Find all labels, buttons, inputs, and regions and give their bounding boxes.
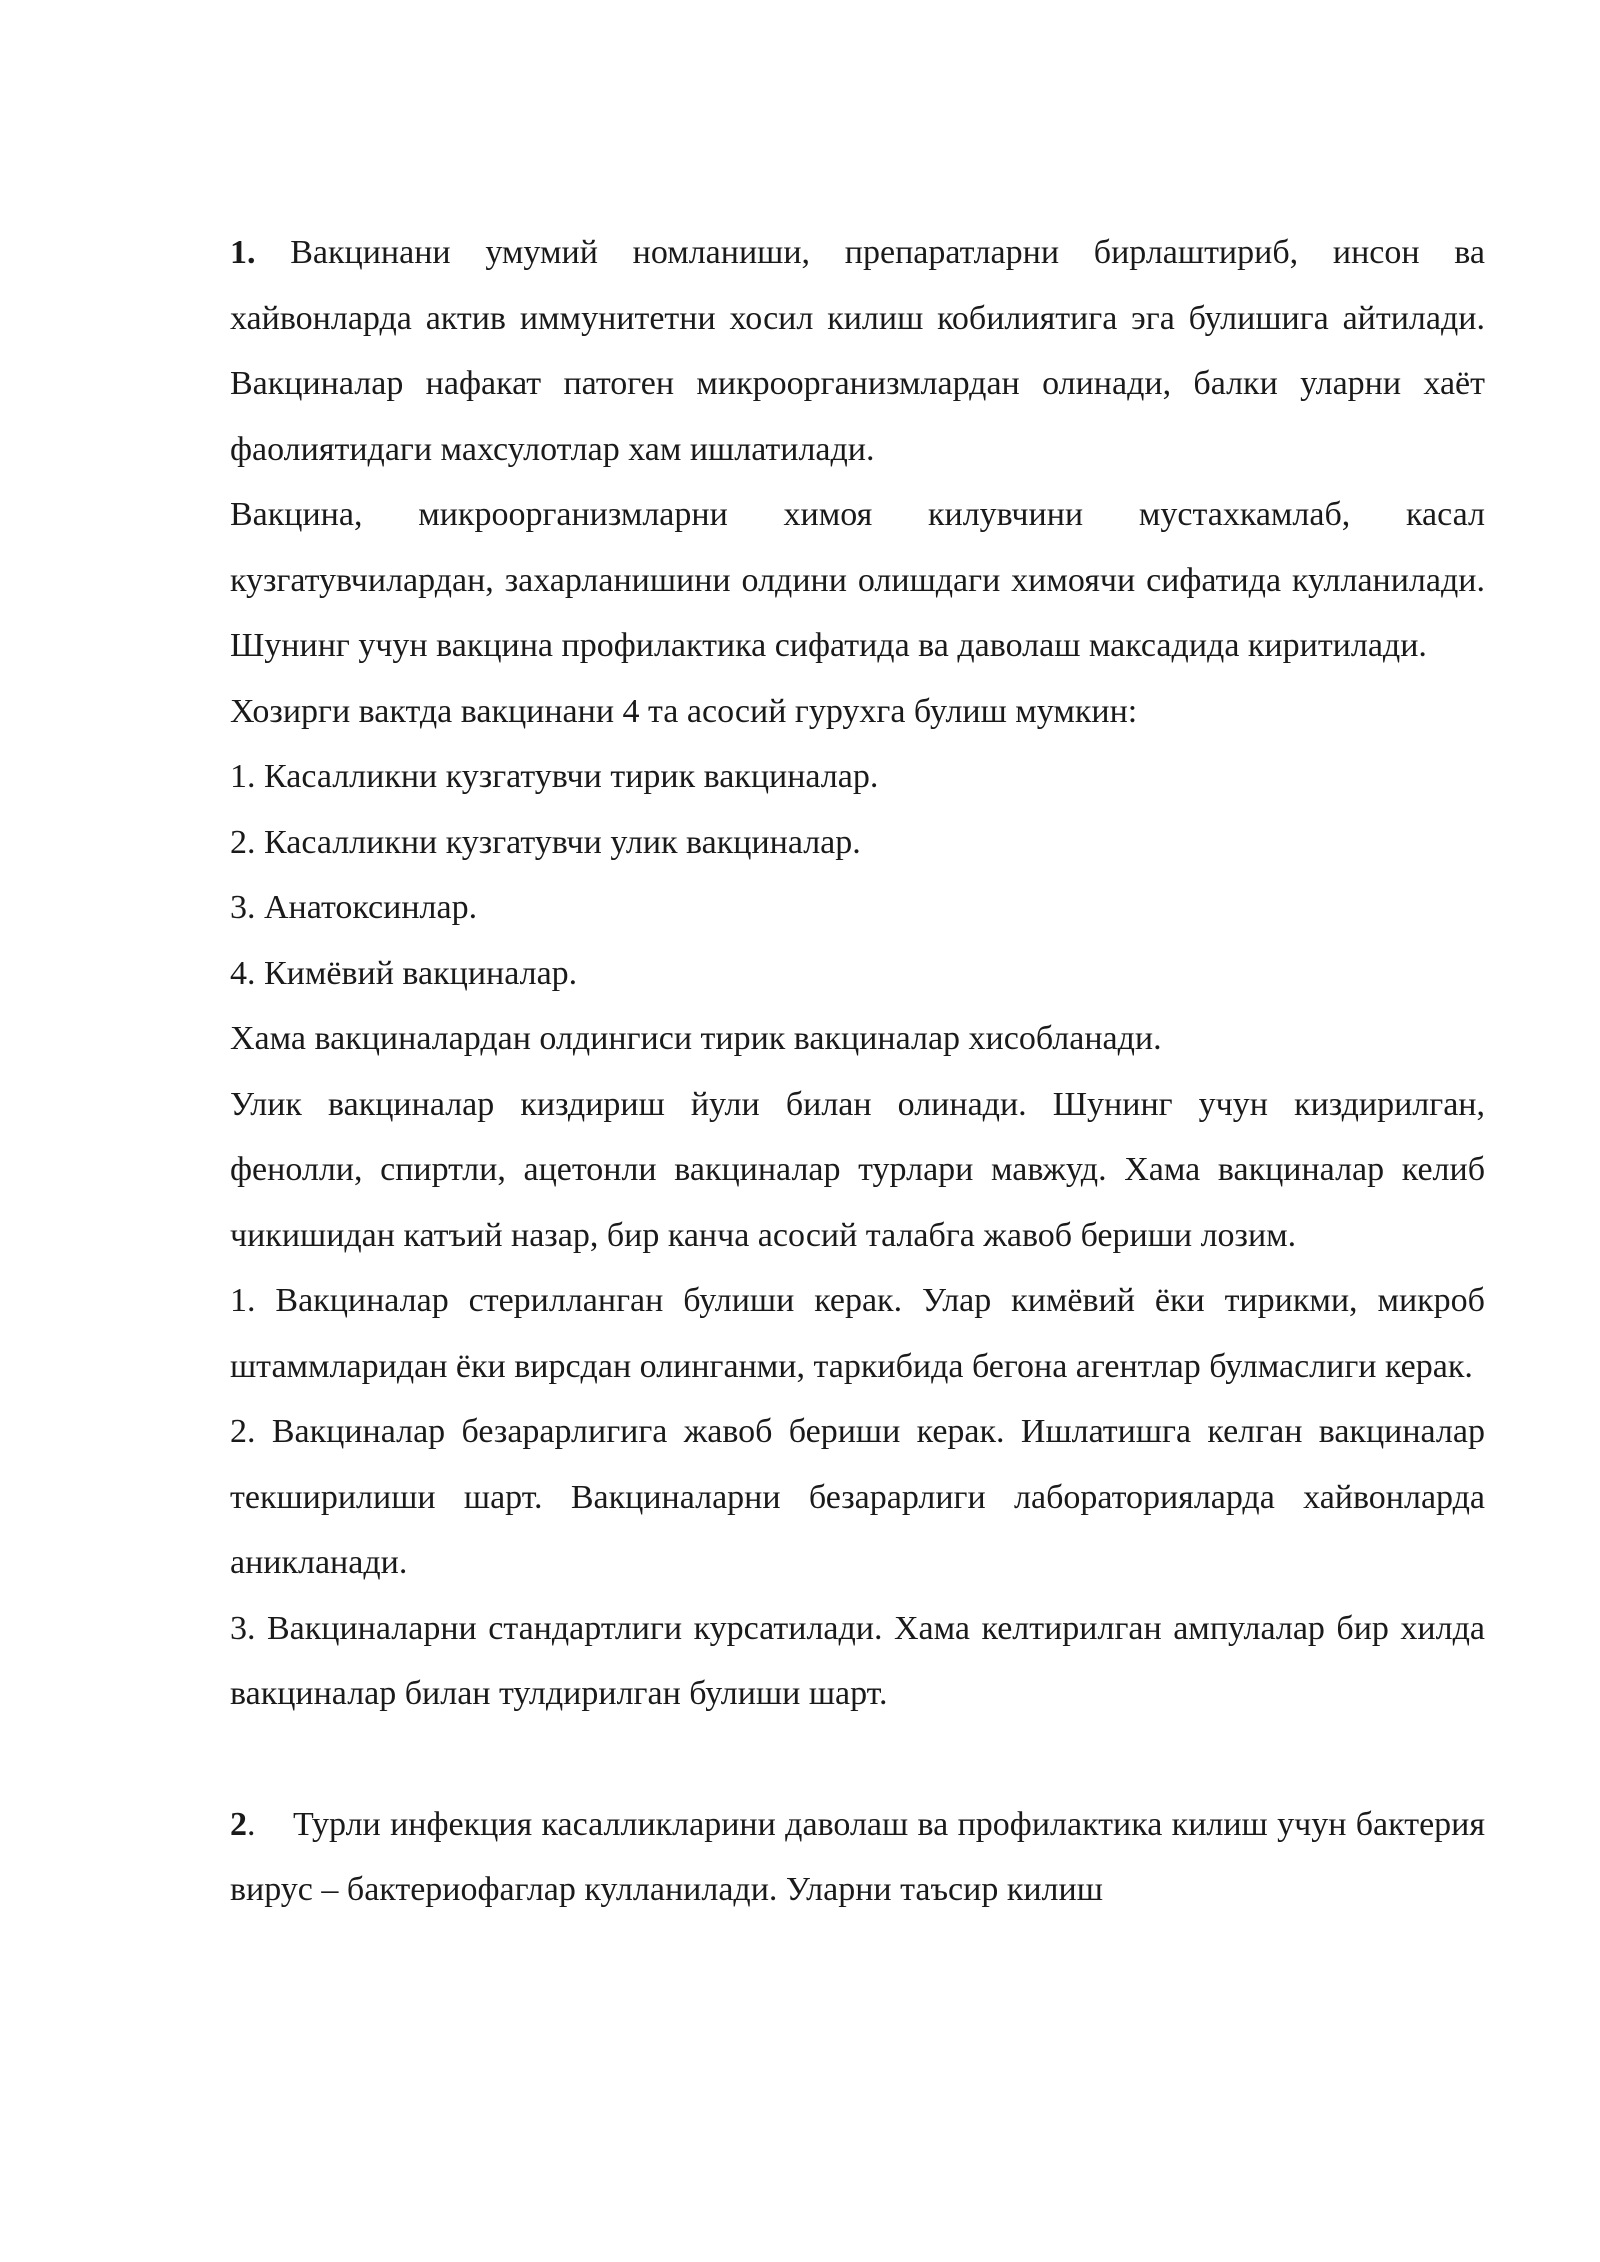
group-item-killed: 2. Касалликни кузгатувчи улик вакциналар. bbox=[230, 823, 861, 861]
section-1-text: Вакцинани умумий номланиши, препаратларни бирлаштириб, инсон ва хайвонларда актив иммунитетни хосил килиш кобилиятига эга булишига айтилади. Вакциналар нафакат патоген микроорганизмлардан олинади, балки уларни хаёт фаолиятидаги махсулотлар хам ишлатилади. bbox=[230, 234, 1485, 468]
first-live-paragraph: Хама вакциналардан олдингиси тирик вакциналар хисобланади. bbox=[230, 1020, 1162, 1057]
vaccine-protection-paragraph: Вакцина, микроорганизмларни химоя килувчини мустахкамлаб, касал кузгатувчилардан, захарланишини олдини олишдаги химоячи сифатида кулланилади. Шунинг учун вакцина профилактика сифатида ва даволаш максадида киритилади. bbox=[230, 496, 1485, 664]
section-1-paragraph bbox=[230, 220, 1485, 482]
section-2-text: . Турли инфекция касалликларини даволаш ва профилактика килиш учун бактерия вирус – бактериофаглар кулланилади. Уларни таъсир килиш bbox=[230, 1805, 1494, 1908]
section-2-paragraph bbox=[230, 1792, 1494, 1923]
document-body bbox=[230, 220, 1494, 1923]
groups-intro: Хозирги вактда вакцинани 4 та асосий гурухга булиш мумкин: bbox=[230, 692, 1138, 730]
section-gap bbox=[230, 1727, 1485, 1792]
section-2-number: 2 bbox=[230, 1805, 247, 1843]
requirement-sterile: 1. Вакциналар стерилланган булиши керак. Улар кимёвий ёки тирикми, микроб штаммларидан ёки вирсдан олинганми, таркибида бегона агентлар булмаслиги керак. bbox=[230, 1282, 1485, 1385]
killed-vaccines-paragraph: Улик вакциналар киздириш йули билан олинади. Шунинг учун киздирилган, фенолли, спиртли, ацетонли вакциналар турлари мавжуд. Хама вакциналар келиб чикишидан катъий назар, бир канча асосий талабга жавоб бериши лозим. bbox=[230, 1085, 1485, 1254]
section-1-number: 1. bbox=[230, 234, 256, 271]
group-item-live: 1. Касалликни кузгатувчи тирик вакциналар. bbox=[230, 758, 879, 795]
requirement-standard: 3. Вакциналарни стандартлиги курсатилади. Хама келтирилган ампулалар бир хилда вакциналар билан тулдирилган булиши шарт. bbox=[230, 1609, 1485, 1712]
requirement-harmless: 2. Вакциналар безарарлигига жавоб бериши керак. Ишлатишга келган вакциналар текширилиши шарт. Вакциналарни безарарлиги лабораторияларда хайвонларда аникланади. bbox=[230, 1413, 1485, 1581]
group-item-chemical: 4. Кимёвий вакциналар. bbox=[230, 954, 578, 992]
group-item-anatoxins: 3. Анатоксинлар. bbox=[230, 889, 478, 926]
